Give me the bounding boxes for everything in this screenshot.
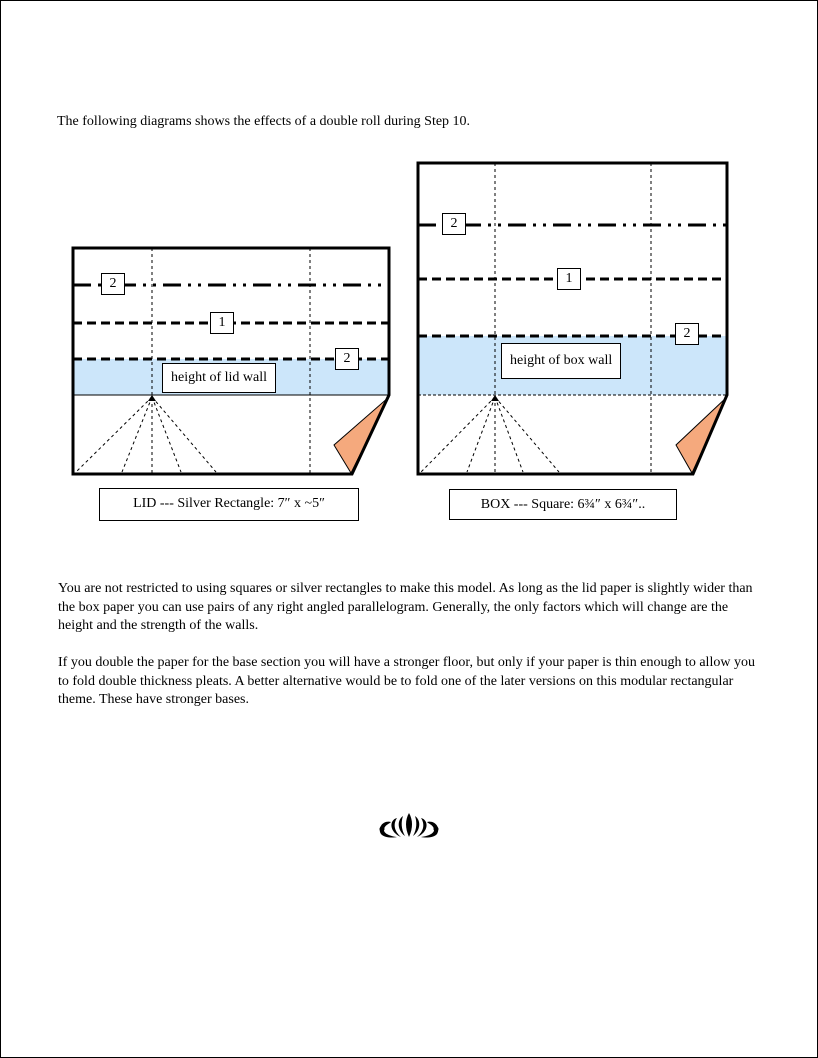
fold-diagrams: [1, 1, 818, 541]
box-caption: BOX --- Square: 6¾″ x 6¾″..: [449, 489, 677, 520]
scroll-flourish-icon: [375, 810, 443, 840]
paragraph-1: You are not restricted to using squares or silver rectangles to make this model. As long as the lid paper is slightly wider than the box paper you can use pairs of any right angled parallelogram. Generally, the only factors which will change are the height and the strength of the walls.: [58, 581, 753, 633]
lid-wall-label: height of lid wall: [162, 363, 276, 393]
paragraph-2: If you double the paper for the base section you will have a stronger floor, but only if your paper is thin enough to allow you to fold double thickness pleats. A better alternative would be to fold one of the later versions on this modular rectangular theme. These have stronger bases.: [58, 655, 755, 707]
lid-fold-label-2-top: 2: [101, 273, 125, 295]
box-wall-label: height of box wall: [501, 343, 621, 379]
box-diagram: [418, 163, 727, 474]
box-folded-corner: [676, 397, 727, 473]
lid-folded-corner: [334, 397, 389, 473]
box-fold-label-2-top: 2: [442, 213, 466, 235]
lid-fold-label-1: 1: [210, 312, 234, 334]
lid-caption: LID --- Silver Rectangle: 7″ x ~5″: [99, 488, 359, 521]
box-fold-label-1: 1: [557, 268, 581, 290]
box-fold-label-2-bottom: 2: [675, 323, 699, 345]
lid-fold-label-2-bottom: 2: [335, 348, 359, 370]
intro-text: The following diagrams shows the effects of a double roll during Step 10.: [57, 114, 471, 129]
